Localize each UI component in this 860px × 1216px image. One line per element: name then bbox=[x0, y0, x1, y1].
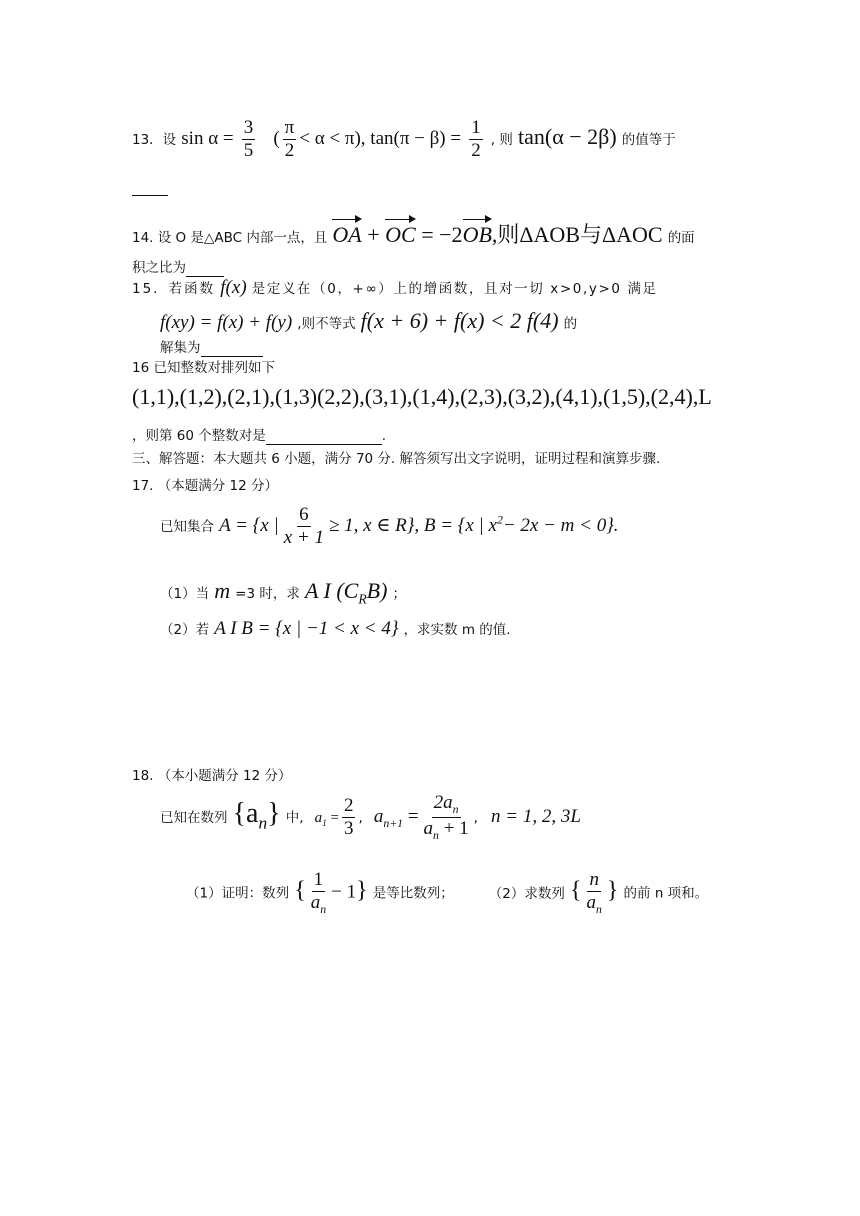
q15-line2 bbox=[160, 308, 577, 334]
q17-frac: $\frac{6}{x + 1}$ bbox=[283, 504, 324, 548]
q17-part1-expr: A I $(C_RB)$ bbox=[304, 578, 388, 607]
q15-ineq-prefix: ,则不等式 bbox=[297, 316, 356, 332]
q13-range-rest: < α < π), tan(π − β) = bbox=[299, 127, 462, 149]
q17-part-2: （2）若 A I B = {x | −1 < x < 4} ，求实数 m 的值. bbox=[160, 618, 511, 639]
q14-answer-blank bbox=[186, 257, 224, 277]
q18-a1: $a_1$ = bbox=[314, 810, 339, 830]
question-17-title: 17. （本题满分 12 分） bbox=[132, 478, 279, 494]
q18-given: 已知在数列 $\{a_n\}$ 中, $a_1$ = $\frac{2}{3}$ , $a_{n+1}$ = $\frac{2a_n}{a_n + 1}$ , n = 1, 2, 3L bbox=[160, 792, 581, 842]
q14-number: 14. 设 O 是△ABC 内部一点，且 bbox=[132, 230, 328, 246]
q15-line3: 解集为 bbox=[160, 336, 263, 357]
q16-answer-blank bbox=[266, 425, 382, 445]
q17-part2-expr: A I B = {x | −1 < x < 4} bbox=[214, 618, 399, 639]
q15-answer-blank bbox=[201, 337, 263, 357]
q14-line2: 积之比为 bbox=[132, 256, 224, 277]
q13-tail: 的值等于 bbox=[621, 131, 676, 148]
q13-answer-blank bbox=[132, 195, 168, 196]
q16-pairs: (1,1),(1,2),(2,1),(1,3)(2,2),(3,1),(1,4),(2,3),(3,2),(4,1),(1,5),(2,4),L bbox=[132, 384, 712, 409]
section-3-heading: 三、解答题：本大题共 6 小题，满分 70 分. 解答须写出文字说明，证明过程和演算步骤. bbox=[132, 451, 661, 467]
q14-vector-equation: OA + OC = −2OB,则ΔAOB与ΔAOC bbox=[332, 222, 663, 247]
q17-set-a: A = {x | bbox=[219, 514, 279, 536]
question-18-title: 18. （本小题满分 12 分） bbox=[132, 768, 292, 784]
q16-ask: ，则第 60 个整数对是 . bbox=[132, 424, 386, 445]
q13-range-open: ( bbox=[273, 127, 280, 149]
question-14 bbox=[132, 218, 695, 249]
q17-given-prefix: 已知集合 bbox=[160, 518, 214, 535]
q18-sequence: $\{a_n\}$ bbox=[232, 798, 281, 833]
q17-given bbox=[160, 505, 619, 548]
q14-tail: 的面 bbox=[667, 230, 695, 246]
q18-a1-frac: $\frac{2}{3}$ bbox=[343, 795, 354, 840]
q13-frac-pi-2: $\frac{\pi}{2}$ bbox=[284, 117, 295, 161]
q13-number: 13．设 bbox=[132, 131, 177, 148]
q15-functional-equation: f(xy) = f(x) + f(y) bbox=[160, 312, 293, 333]
q15-inequality: f(x + 6) + f(x) < 2 f(4) bbox=[360, 308, 559, 333]
question-15 bbox=[132, 277, 732, 299]
q18-recurrence: $a_{n+1}$ = bbox=[373, 806, 419, 830]
q15-tail: 的 bbox=[563, 316, 578, 332]
q18-part2-frac: $\frac{n}{a_n}$ bbox=[586, 869, 602, 916]
q13-then: , 则 bbox=[490, 131, 513, 148]
q18-n-range: n = 1, 2, 3L bbox=[491, 806, 581, 828]
q15-number: 15．若函数 bbox=[132, 281, 216, 297]
q13-target: tan(α − 2β) bbox=[517, 123, 617, 149]
question-16-title: 16 已知整数对排列如下 bbox=[132, 360, 275, 376]
question-13 bbox=[132, 118, 676, 161]
q18-part1-frac: $\frac{1}{a_n}$ bbox=[310, 869, 327, 916]
q13-sin: sin α = bbox=[181, 127, 234, 149]
q17-part-1: （1）当 m =3 时，求 A I $(C_RB)$ ； bbox=[160, 578, 407, 607]
q13-frac-1-2: $\frac{1}{2}$ bbox=[471, 117, 481, 161]
q15-desc: 是定义在（0，+∞）上的增函数，且对一切 x>0,y>0 满足 bbox=[251, 281, 658, 297]
q13-frac-3-5: $\frac{3}{5}$ bbox=[243, 117, 254, 161]
q17-set-b: ≥ 1, x ∈ R}, B = {x | $x^2- 2x - m < 0$}. bbox=[328, 513, 619, 536]
q18-parts: （1）证明：数列 { $\frac{1}{a_n}$ − 1} 是等比数列； （2）求数列 { $\frac{n}{a_n}$ } 的前 n 项和。 bbox=[186, 869, 709, 916]
q18-recurrence-frac: $\frac{2a_n}{a_n + 1}$ bbox=[423, 792, 469, 842]
q15-fx: f(x) bbox=[220, 277, 247, 298]
